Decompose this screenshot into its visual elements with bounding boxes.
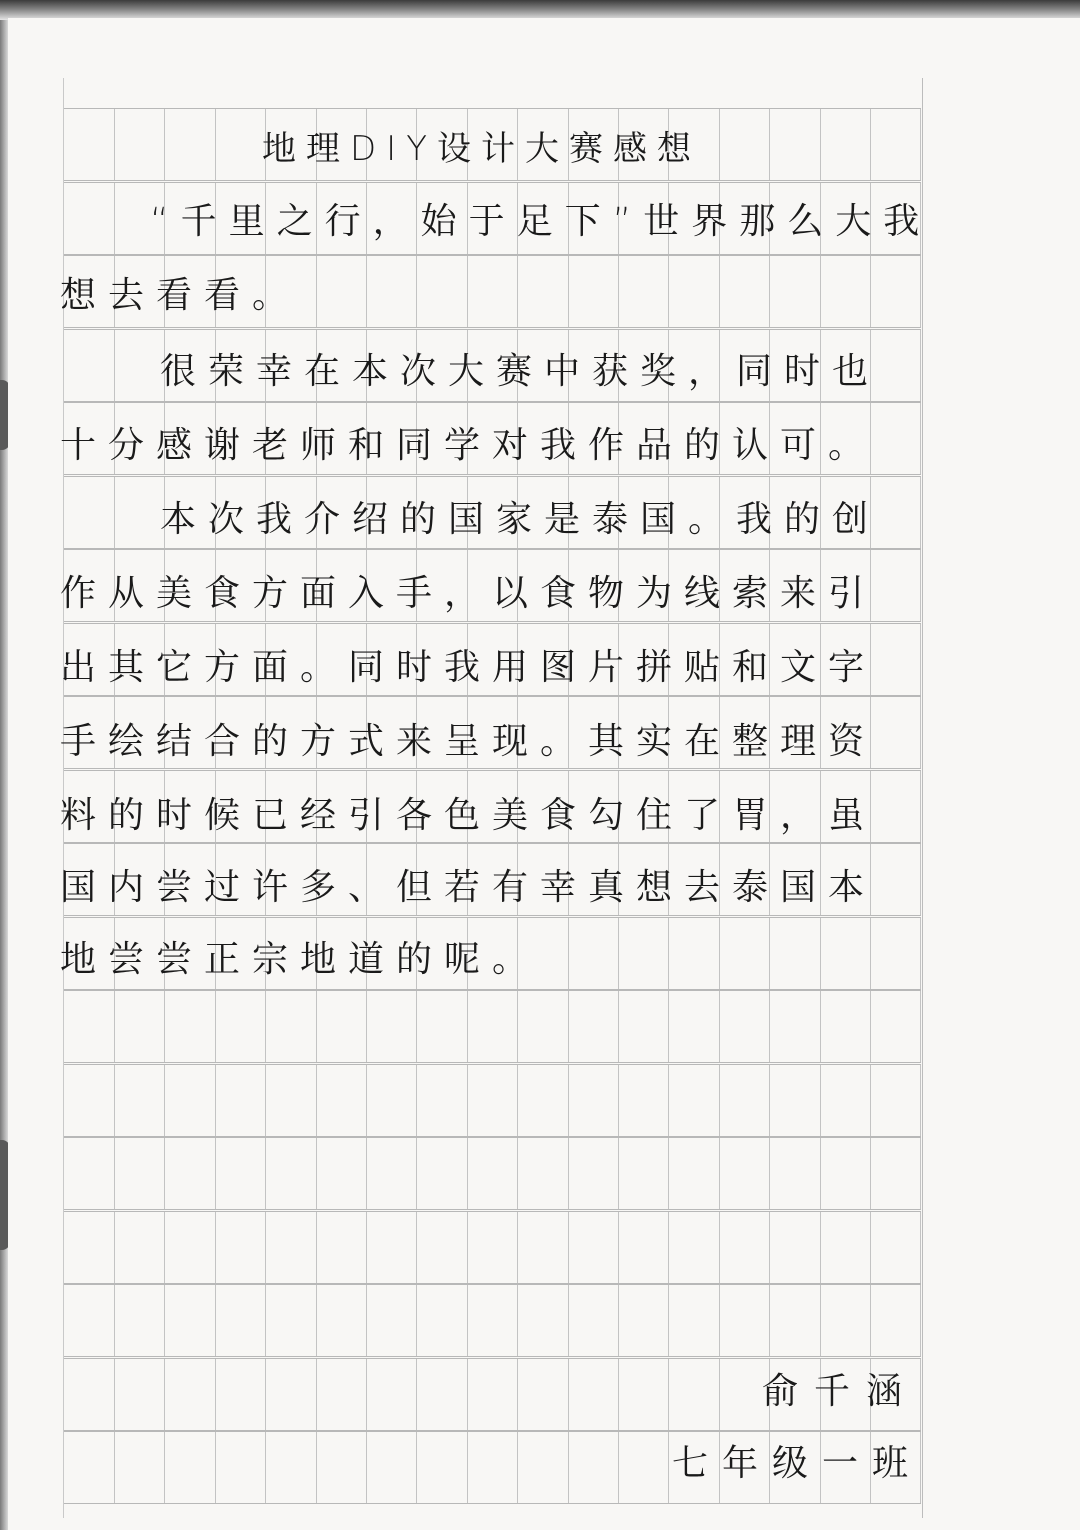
grid-cell xyxy=(820,1138,871,1209)
grid-cell xyxy=(669,1359,720,1430)
grid-cell xyxy=(870,1212,921,1283)
grid-cell xyxy=(770,1065,821,1136)
grid-cell xyxy=(870,771,921,842)
grid-cell xyxy=(366,991,417,1062)
grid-cell xyxy=(719,1065,770,1136)
class-name: 七年级一班 xyxy=(672,1443,923,1484)
grid-cell xyxy=(366,1432,417,1503)
grid-cell xyxy=(215,1359,266,1430)
grid-cell xyxy=(366,1285,417,1356)
grid-cell xyxy=(64,1359,115,1430)
grid-cell xyxy=(114,1359,165,1430)
grid-cell xyxy=(669,1138,720,1209)
grid-cell xyxy=(366,256,417,327)
grid-cell xyxy=(165,991,216,1062)
grid-cell xyxy=(467,1065,518,1136)
grid-cell xyxy=(266,1285,317,1356)
essay-line: 很荣幸在本次大赛中获奖，同时也 xyxy=(160,351,881,392)
grid-cell xyxy=(417,1065,468,1136)
grid-cell xyxy=(266,1359,317,1430)
grid-cell xyxy=(165,1138,216,1209)
margin-line xyxy=(922,78,923,1518)
grid-cell xyxy=(417,991,468,1062)
grid-cell xyxy=(266,1065,317,1136)
grid-cell xyxy=(568,1285,619,1356)
grid-cell xyxy=(719,109,770,180)
grid-cell xyxy=(618,1212,669,1283)
grid-cell xyxy=(467,1212,518,1283)
grid-cell xyxy=(770,1285,821,1356)
grid-cell xyxy=(870,1138,921,1209)
grid-cell xyxy=(820,1065,871,1136)
grid-cell xyxy=(618,1359,669,1430)
grid-cell xyxy=(568,1138,619,1209)
photo-left-edge xyxy=(0,20,8,1530)
essay-line: 地尝尝正宗地道的呢。 xyxy=(60,939,541,980)
essay-line: 手绘结合的方式来呈现。其实在整理资 xyxy=(60,721,877,762)
grid-cell xyxy=(618,256,669,327)
grid-cell xyxy=(165,1432,216,1503)
grid-cell xyxy=(165,1212,216,1283)
grid-cell xyxy=(114,1285,165,1356)
grid-cell xyxy=(215,1138,266,1209)
grid-cell xyxy=(316,256,367,327)
grid-cell xyxy=(64,330,115,401)
grid-cell xyxy=(618,1285,669,1356)
grid-cell xyxy=(316,1359,367,1430)
grid-cell xyxy=(568,1212,619,1283)
grid-cell xyxy=(114,330,165,401)
essay-line: 料的时候已经引各色美食勾住了胃，虽 xyxy=(60,795,877,836)
essay-line: “千里之行，始于足下”世界那么大我 xyxy=(150,201,932,242)
grid-cell xyxy=(518,256,569,327)
grid-cell xyxy=(64,1138,115,1209)
grid-cell xyxy=(719,1285,770,1356)
grid-cell xyxy=(366,1065,417,1136)
grid-cell xyxy=(870,550,921,621)
grid-cell xyxy=(467,1285,518,1356)
grid-cell xyxy=(870,697,921,768)
grid-cell xyxy=(64,1285,115,1356)
grid-cell xyxy=(719,1212,770,1283)
grid-cell xyxy=(669,918,720,989)
grid-cell xyxy=(64,1432,115,1503)
grid-cell xyxy=(266,1138,317,1209)
grid-cell xyxy=(64,1065,115,1136)
grid-cell xyxy=(518,1138,569,1209)
grid-cell xyxy=(114,1138,165,1209)
grid-cell xyxy=(165,1065,216,1136)
essay-title: 地理DIY设计大赛感想 xyxy=(262,129,701,169)
grid-cell xyxy=(719,1138,770,1209)
grid-cell xyxy=(719,256,770,327)
grid-cell xyxy=(114,1212,165,1283)
grid-cell xyxy=(770,1212,821,1283)
grid-cell xyxy=(165,1285,216,1356)
essay-line: 国内尝过许多、但若有幸真想去泰国本 xyxy=(60,867,877,908)
grid-cell xyxy=(64,183,115,254)
grid-cell xyxy=(719,918,770,989)
grid-cell xyxy=(366,1212,417,1283)
grid-cell xyxy=(770,256,821,327)
grid-cell xyxy=(366,1359,417,1430)
essay-line: 出其它方面。同时我用图片拼贴和文字 xyxy=(60,647,877,688)
grid-cell xyxy=(770,109,821,180)
grid-cell xyxy=(518,1065,569,1136)
grid-row xyxy=(64,1064,921,1137)
grid-cell xyxy=(870,109,921,180)
grid-cell xyxy=(719,991,770,1062)
grid-cell xyxy=(114,477,165,548)
grid-cell xyxy=(870,991,921,1062)
grid-cell xyxy=(114,109,165,180)
grid-cell xyxy=(618,918,669,989)
grid-cell xyxy=(366,1138,417,1209)
grid-cell xyxy=(266,1432,317,1503)
grid-cell xyxy=(215,1285,266,1356)
grid-cell xyxy=(618,1432,669,1503)
grid-cell xyxy=(870,403,921,474)
grid-cell xyxy=(417,1359,468,1430)
grid-cell xyxy=(114,1432,165,1503)
grid-cell xyxy=(518,1212,569,1283)
author-name: 俞千涵 xyxy=(762,1371,919,1412)
grid-cell xyxy=(669,1212,720,1283)
grid-cell xyxy=(518,1432,569,1503)
grid-cell xyxy=(568,256,619,327)
grid-cell xyxy=(467,991,518,1062)
grid-cell xyxy=(568,918,619,989)
grid-cell xyxy=(316,1065,367,1136)
grid-cell xyxy=(568,991,619,1062)
grid-row xyxy=(64,1284,921,1357)
grid-cell xyxy=(266,991,317,1062)
grid-cell xyxy=(467,1138,518,1209)
grid-cell xyxy=(669,1065,720,1136)
grid-cell xyxy=(417,256,468,327)
grid-cell xyxy=(417,1285,468,1356)
grid-cell xyxy=(820,991,871,1062)
grid-cell xyxy=(870,918,921,989)
grid-cell xyxy=(770,918,821,989)
grid-cell xyxy=(618,991,669,1062)
grid-cell xyxy=(820,256,871,327)
photo-top-shadow xyxy=(0,0,1080,20)
grid-cell xyxy=(618,1138,669,1209)
grid-cell xyxy=(770,991,821,1062)
grid-cell xyxy=(417,1432,468,1503)
grid-cell xyxy=(669,991,720,1062)
grid-cell xyxy=(316,1212,367,1283)
grid-cell xyxy=(467,1359,518,1430)
grid-cell xyxy=(618,1065,669,1136)
grid-cell xyxy=(215,1065,266,1136)
essay-line: 作从美食方面入手，以食物为线索来引 xyxy=(60,573,877,614)
grid-cell xyxy=(568,1359,619,1430)
grid-cell xyxy=(417,1138,468,1209)
grid-cell xyxy=(870,624,921,695)
grid-cell xyxy=(820,109,871,180)
grid-cell xyxy=(770,1138,821,1209)
grid-cell xyxy=(64,991,115,1062)
essay-line: 本次我介绍的国家是泰国。我的创 xyxy=(160,499,881,540)
grid-cell xyxy=(114,991,165,1062)
grid-cell xyxy=(215,1432,266,1503)
grid-row xyxy=(64,990,921,1063)
grid-cell xyxy=(568,1432,619,1503)
grid-cell xyxy=(316,991,367,1062)
grid-cell xyxy=(870,1065,921,1136)
grid-cell xyxy=(417,1212,468,1283)
grid-cell xyxy=(467,256,518,327)
grid-cell xyxy=(669,256,720,327)
grid-cell xyxy=(215,109,266,180)
grid-cell xyxy=(669,1285,720,1356)
grid-cell xyxy=(820,1285,871,1356)
essay-line: 十分感谢老师和同学对我作品的认可。 xyxy=(60,425,877,466)
grid-cell xyxy=(518,1359,569,1430)
grid-cell xyxy=(215,1212,266,1283)
grid-cell xyxy=(316,1138,367,1209)
grid-cell xyxy=(870,844,921,915)
grid-cell xyxy=(518,1285,569,1356)
grid-cell xyxy=(870,1285,921,1356)
grid-cell xyxy=(64,1212,115,1283)
grid-cell xyxy=(518,991,569,1062)
grid-row xyxy=(64,1137,921,1210)
grid-cell xyxy=(820,918,871,989)
grid-cell xyxy=(165,1359,216,1430)
grid-row xyxy=(64,1211,921,1284)
grid-cell xyxy=(568,1065,619,1136)
grid-cell xyxy=(114,1065,165,1136)
grid-cell xyxy=(316,1432,367,1503)
grid-cell xyxy=(316,1285,367,1356)
grid-cell xyxy=(266,1212,317,1283)
grid-cell xyxy=(467,1432,518,1503)
grid-cell xyxy=(64,109,115,180)
essay-line: 想去看看。 xyxy=(60,275,301,316)
grid-cell xyxy=(870,256,921,327)
grid-cell xyxy=(215,991,266,1062)
grid-cell xyxy=(64,477,115,548)
grid-cell xyxy=(820,1212,871,1283)
grid-cell xyxy=(165,109,216,180)
